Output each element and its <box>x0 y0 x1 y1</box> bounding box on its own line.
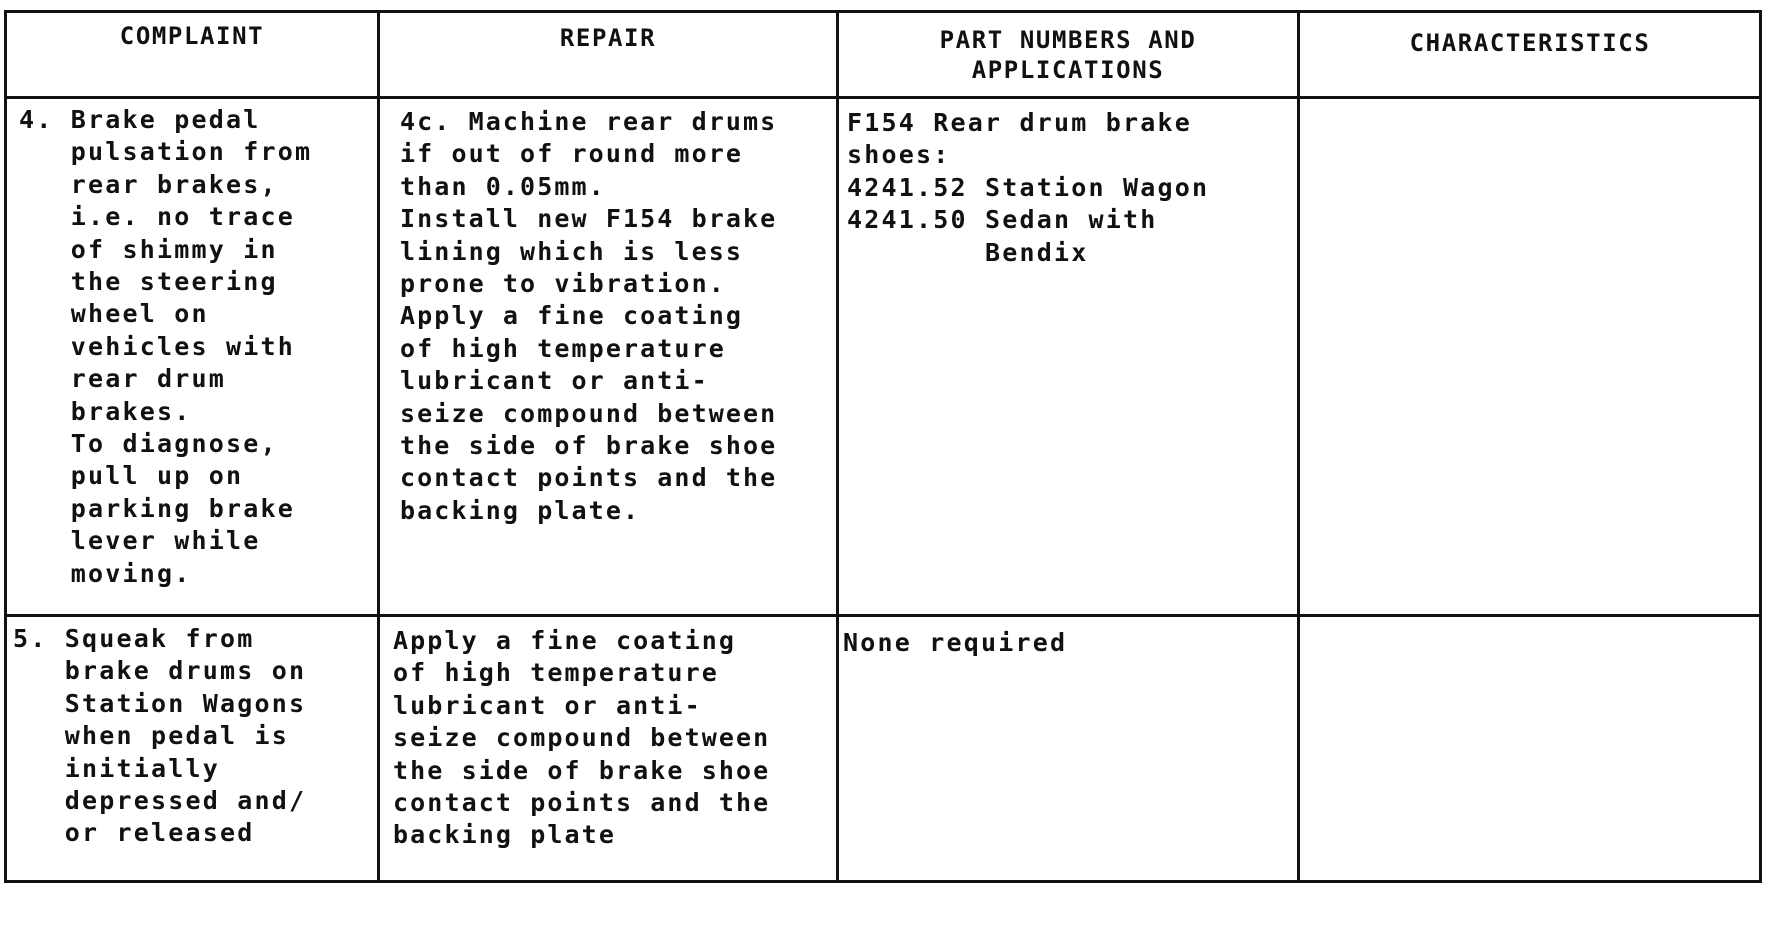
header-repair: REPAIR <box>559 24 657 52</box>
column-divider <box>377 13 380 880</box>
column-divider <box>836 13 839 880</box>
row-4-part-numbers: F154 Rear drum brake shoes: 4241.52 Station Wagon 4241.50 Sedan with Bendix <box>847 108 1210 267</box>
row-divider <box>7 614 1759 617</box>
row-4-repair: 4c. Machine rear drums if out of round more than 0.05mm. Install new F154 brake lining which is less prone to vibration. Apply a fine coating of high temperature lubricant or anti- seize compound between the side of brake shoe contact points and the backing plate. <box>400 107 778 525</box>
header-complaint: COMPLAINT <box>119 22 265 50</box>
header-divider <box>7 96 1759 99</box>
header-characteristics: CHARACTERISTICS <box>1409 29 1651 57</box>
row-4-complaint: 4. Brake pedal pulsation from rear brakes, i.e. no trace of shimmy in the steering wheel on vehicles with rear drum brakes. To diagnose, pull up on parking brake lever while moving. <box>19 105 313 588</box>
column-divider <box>1297 13 1300 880</box>
row-5-complaint: 5. Squeak from brake drums on Station Wagons when pedal is initially depressed and/ or released <box>13 624 307 848</box>
complaint-repair-table <box>4 10 1762 883</box>
header-part-numbers: PART NUMBERS AND APPLICATIONS <box>939 26 1197 84</box>
row-5-repair: Apply a fine coating of high temperature lubricant or anti- seize compound between the side of brake shoe contact points and the backing plate <box>393 626 771 850</box>
row-5-part-numbers: None required <box>843 628 1068 657</box>
